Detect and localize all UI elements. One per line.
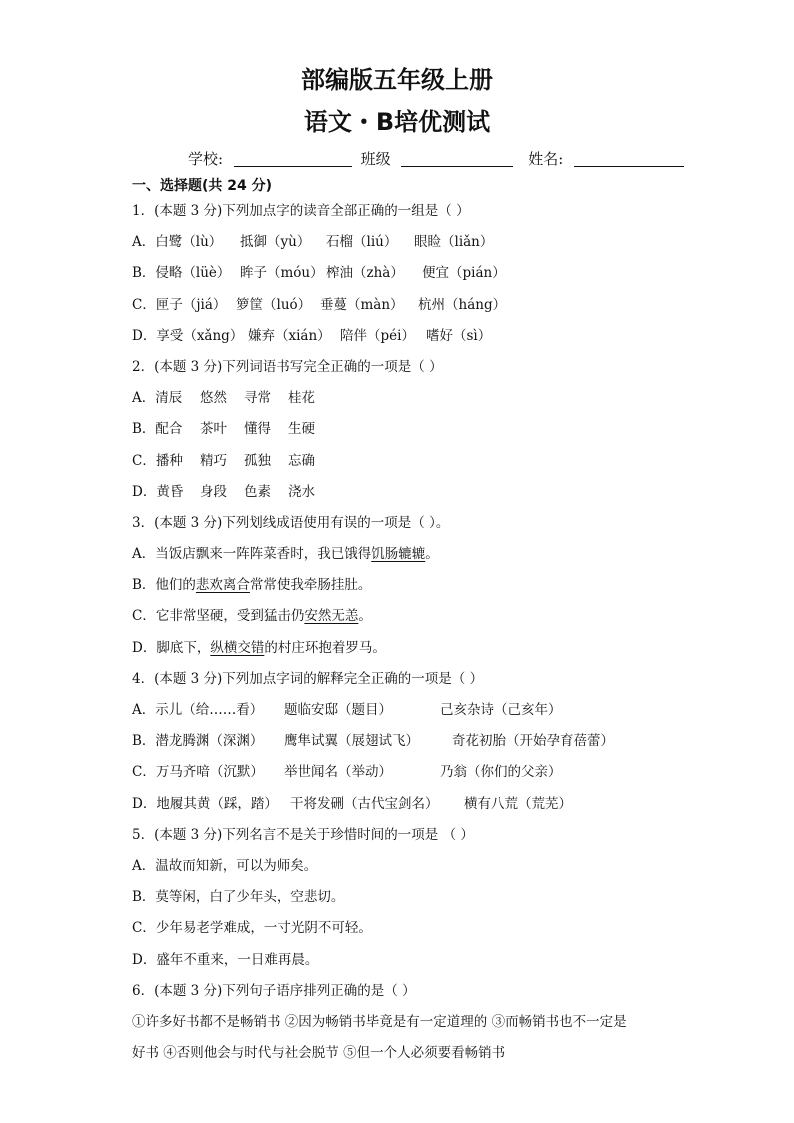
exam-title: 部编版五年级上册 bbox=[301, 66, 493, 94]
question-stem: 6．(本题 3 分)下列句子语序排列正确的是（ ） bbox=[132, 982, 416, 999]
name-label: 姓名: bbox=[528, 150, 564, 168]
option-item: 箩筐（luó） bbox=[236, 296, 312, 313]
option-line bbox=[132, 730, 672, 761]
option-item: 榨油（zhà） bbox=[326, 265, 404, 282]
option-item: 乃翁（你们的父亲） bbox=[440, 764, 562, 781]
option-item: D．享受（xǎng） bbox=[132, 327, 244, 344]
option-item: A．清辰 bbox=[132, 390, 183, 407]
option-item: C．匣子（jiá） bbox=[132, 296, 227, 313]
option-item: 鹰隼试翼（展翅试飞） bbox=[284, 733, 419, 750]
option-item: C．万马齐喑（沉默） bbox=[132, 764, 264, 781]
student-info-row bbox=[188, 148, 684, 170]
option-item: 嫌弃（xián） bbox=[248, 327, 331, 344]
question-stem: 1．(本题 3 分)下列加点字的读音全部正确的一组是（ ） bbox=[132, 203, 470, 219]
option-item: 嗜好（sì） bbox=[426, 327, 492, 344]
option-line bbox=[132, 481, 672, 512]
option-item: 寻常 bbox=[244, 390, 271, 407]
option-line: C．少年易老学难成，一寸光阴不可轻。 bbox=[132, 920, 372, 937]
option-item: 身段 bbox=[200, 483, 227, 500]
option-item: 横有八荒（荒芜） bbox=[464, 795, 572, 812]
question-list bbox=[132, 200, 672, 1073]
underlined-idiom: 纵横交错 bbox=[210, 639, 265, 656]
option-line bbox=[132, 294, 672, 325]
underlined-idiom: 饥肠辘辘 bbox=[371, 546, 426, 563]
question-stem: 5．(本题 3 分)下列名言不是关于珍惜时间的一项是 （ ） bbox=[132, 826, 474, 843]
option-line bbox=[132, 699, 672, 730]
option-item: 奇花初胎（开始孕育蓓蕾） bbox=[452, 733, 614, 750]
option-text: C．它非常坚硬，受到猛击仍 bbox=[132, 608, 305, 625]
option-item: D．地履其黄（踩，踏） bbox=[132, 795, 278, 812]
class-blank[interactable] bbox=[401, 150, 513, 167]
option-item: 孤独 bbox=[244, 452, 271, 469]
name-blank[interactable] bbox=[574, 150, 684, 167]
option-item: 题临安邸（题目） bbox=[284, 702, 392, 718]
option-item: 抵御（yù） bbox=[240, 234, 311, 251]
option-item: B．潜龙腾渊（深渊） bbox=[132, 733, 264, 750]
school-blank[interactable] bbox=[234, 150, 352, 167]
option-item: 己亥杂诗（己亥年） bbox=[440, 702, 562, 718]
option-item: A．示儿（给……看） bbox=[132, 702, 264, 718]
option-item: 干将发硎（古代宝剑名） bbox=[290, 795, 439, 812]
option-text: 常常使我牵肠挂肚。 bbox=[249, 577, 372, 594]
option-line bbox=[132, 761, 672, 792]
option-item: 陪伴（péi） bbox=[340, 327, 415, 344]
option-text: 。 bbox=[425, 546, 439, 563]
option-line bbox=[132, 605, 672, 636]
underlined-idiom: 悲欢离合 bbox=[195, 577, 250, 594]
option-line bbox=[132, 262, 672, 293]
option-item: 眼睑（liǎn） bbox=[414, 234, 494, 251]
question-stem: 2．(本题 3 分)下列词语书写完全正确的一项是（ ） bbox=[132, 358, 443, 375]
option-item: 石榴（liú） bbox=[326, 234, 398, 251]
option-item: 忘确 bbox=[288, 452, 315, 469]
sentence-list: 好书 ④否则他会与时代与社会脱节 ⑤但一个人必须要看畅销书 bbox=[132, 1045, 506, 1062]
option-item: 举世闻名（举动） bbox=[284, 764, 392, 781]
option-line: A．温故而知新，可以为师矣。 bbox=[132, 857, 318, 874]
option-line bbox=[132, 450, 672, 481]
option-item: 懂得 bbox=[244, 421, 271, 438]
option-item: 眸子（móu） bbox=[240, 265, 324, 282]
option-item: A．白鹭（lù） bbox=[132, 234, 223, 251]
option-item: 生硬 bbox=[288, 421, 315, 438]
option-text: 。 bbox=[358, 608, 372, 625]
option-line bbox=[132, 231, 672, 262]
option-item: 精巧 bbox=[200, 452, 227, 469]
option-line bbox=[132, 418, 672, 449]
option-text: D．脚底下， bbox=[132, 639, 211, 656]
option-line bbox=[132, 387, 672, 418]
section-heading: 一、选择题(共 24 分) bbox=[132, 178, 273, 194]
option-text: B．他们的 bbox=[132, 577, 196, 594]
option-line bbox=[132, 637, 672, 668]
option-item: 桂花 bbox=[288, 390, 315, 407]
school-label: 学校: bbox=[188, 150, 224, 168]
option-line bbox=[132, 325, 672, 356]
option-line: B．莫等闲，白了少年头，空悲切。 bbox=[132, 889, 345, 906]
option-line: D．盛年不重来，一日难再晨。 bbox=[132, 951, 319, 968]
option-item: D．黄昏 bbox=[132, 483, 184, 500]
question-stem: 4．(本题 3 分)下列加点字词的解释完全正确的一项是（ ） bbox=[132, 670, 484, 687]
class-label: 班级 bbox=[360, 150, 391, 168]
option-item: 垂蔓（màn） bbox=[320, 296, 404, 313]
option-item: 浇水 bbox=[288, 483, 315, 500]
option-item: 茶叶 bbox=[200, 421, 227, 438]
option-line bbox=[132, 543, 672, 574]
sentence-list: ①许多好书都不是畅销书 ②因为畅销书毕竟是有一定道理的 ③而畅销书也不一定是 bbox=[132, 1013, 627, 1030]
option-item: B．侵略（lüè） bbox=[132, 265, 231, 282]
option-item: 悠然 bbox=[200, 390, 227, 407]
option-item: 便宜（pián） bbox=[422, 265, 506, 282]
question-stem: 3．(本题 3 分)下列划线成语使用有误的一项是（ ）。 bbox=[132, 514, 450, 531]
option-item: 色素 bbox=[244, 483, 271, 500]
option-line bbox=[132, 793, 672, 824]
option-item: 杭州（háng） bbox=[418, 296, 507, 313]
option-text: A．当饭店飘来一阵阵菜香时，我已饿得 bbox=[132, 546, 372, 563]
option-line bbox=[132, 574, 672, 605]
option-text: 的村庄环抱着罗马。 bbox=[264, 639, 386, 656]
option-item: B．配合 bbox=[132, 421, 183, 438]
underlined-idiom: 安然无恙 bbox=[304, 608, 359, 625]
exam-subtitle: 语文・B培优测试 bbox=[303, 108, 491, 136]
option-item: C．播种 bbox=[132, 452, 183, 469]
